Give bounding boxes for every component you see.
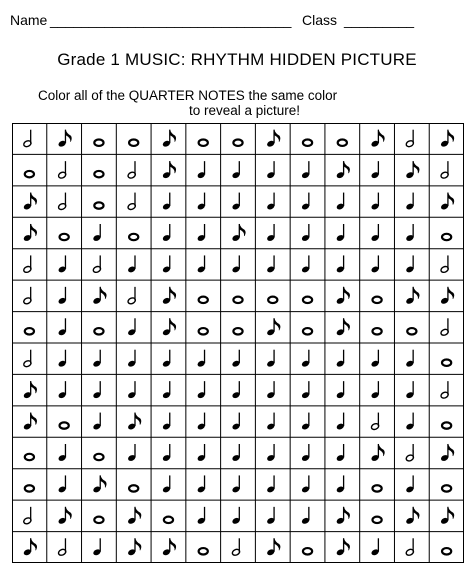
quarter-note-icon	[162, 193, 171, 211]
whole-note-icon	[199, 328, 208, 334]
eighth-note-icon	[23, 224, 37, 242]
half-note-icon	[370, 413, 379, 431]
quarter-note-icon	[301, 255, 310, 273]
whole-note-icon	[199, 140, 208, 146]
quarter-note-icon	[162, 381, 171, 399]
whole-note-icon	[303, 328, 312, 334]
eighth-note-icon	[127, 507, 141, 525]
eighth-note-icon	[127, 413, 141, 431]
eighth-note-icon	[266, 538, 280, 556]
quarter-note-icon	[92, 538, 101, 556]
whole-note-icon	[25, 328, 34, 334]
quarter-note-icon	[370, 350, 379, 368]
quarter-note-icon	[301, 507, 310, 525]
quarter-note-icon	[370, 255, 379, 273]
quarter-note-icon	[92, 224, 101, 242]
half-note-icon	[405, 130, 414, 148]
half-note-icon	[440, 381, 449, 399]
half-note-icon	[23, 130, 32, 148]
whole-note-icon	[442, 548, 451, 554]
quarter-note-icon	[231, 444, 240, 462]
quarter-note-icon	[336, 255, 345, 273]
eighth-note-icon	[370, 444, 384, 462]
quarter-note-icon	[266, 413, 275, 431]
quarter-note-icon	[405, 413, 414, 431]
quarter-note-icon	[405, 350, 414, 368]
whole-note-icon	[303, 297, 312, 303]
quarter-note-icon	[197, 507, 206, 525]
eighth-note-icon	[440, 444, 454, 462]
quarter-note-icon	[231, 161, 240, 179]
quarter-note-icon	[197, 193, 206, 211]
eighth-note-icon	[231, 224, 245, 242]
half-note-icon	[127, 287, 136, 305]
quarter-note-icon	[58, 381, 67, 399]
half-note-icon	[23, 507, 32, 525]
quarter-note-icon	[370, 224, 379, 242]
half-note-icon	[231, 538, 240, 556]
whole-note-icon	[233, 297, 242, 303]
whole-note-icon	[338, 140, 347, 146]
quarter-note-icon	[127, 444, 136, 462]
whole-note-icon	[303, 548, 312, 554]
quarter-note-icon	[231, 193, 240, 211]
whole-note-icon	[94, 454, 103, 460]
class-blank: _________	[344, 12, 415, 28]
quarter-note-icon	[336, 224, 345, 242]
eighth-note-icon	[405, 507, 419, 525]
quarter-note-icon	[197, 444, 206, 462]
instruction-line-1: Color all of the QUARTER NOTES the same color	[38, 88, 338, 103]
eighth-note-icon	[336, 318, 350, 336]
whole-note-icon	[372, 485, 381, 491]
eighth-note-icon	[162, 130, 176, 148]
quarter-note-icon	[266, 381, 275, 399]
quarter-note-icon	[301, 161, 310, 179]
quarter-note-icon	[197, 381, 206, 399]
quarter-note-icon	[266, 475, 275, 493]
quarter-note-icon	[370, 538, 379, 556]
quarter-note-icon	[162, 350, 171, 368]
quarter-note-icon	[301, 413, 310, 431]
eighth-note-icon	[58, 507, 72, 525]
quarter-note-icon	[266, 507, 275, 525]
quarter-note-icon	[162, 444, 171, 462]
eighth-note-icon	[127, 538, 141, 556]
eighth-note-icon	[440, 193, 454, 211]
quarter-note-icon	[92, 381, 101, 399]
quarter-note-icon	[58, 255, 67, 273]
half-note-icon	[92, 255, 101, 273]
instruction-line-2: to reveal a picture!	[189, 103, 301, 118]
whole-note-icon	[372, 297, 381, 303]
name-blank: _______________________________	[50, 12, 292, 28]
quarter-note-icon	[127, 255, 136, 273]
eighth-note-icon	[162, 538, 176, 556]
eighth-note-icon	[440, 287, 454, 305]
quarter-note-icon	[197, 475, 206, 493]
eighth-note-icon	[162, 287, 176, 305]
quarter-note-icon	[301, 350, 310, 368]
quarter-note-icon	[405, 475, 414, 493]
quarter-note-icon	[336, 413, 345, 431]
quarter-note-icon	[231, 507, 240, 525]
quarter-note-icon	[336, 444, 345, 462]
quarter-note-icon	[301, 381, 310, 399]
quarter-note-icon	[301, 193, 310, 211]
eighth-note-icon	[23, 381, 37, 399]
quarter-note-icon	[370, 193, 379, 211]
half-note-icon	[23, 255, 32, 273]
quarter-note-icon	[405, 381, 414, 399]
eighth-note-icon	[162, 318, 176, 336]
eighth-note-icon	[92, 287, 106, 305]
whole-note-icon	[94, 202, 103, 208]
eighth-note-icon	[23, 538, 37, 556]
quarter-note-icon	[231, 413, 240, 431]
whole-note-icon	[94, 140, 103, 146]
quarter-note-icon	[370, 161, 379, 179]
quarter-note-icon	[336, 350, 345, 368]
quarter-note-icon	[197, 224, 206, 242]
quarter-note-icon	[405, 224, 414, 242]
quarter-note-icon	[231, 350, 240, 368]
half-note-icon	[23, 350, 32, 368]
quarter-note-icon	[301, 444, 310, 462]
eighth-note-icon	[440, 507, 454, 525]
quarter-note-icon	[162, 413, 171, 431]
quarter-note-icon	[266, 255, 275, 273]
whole-note-icon	[25, 454, 34, 460]
quarter-note-icon	[58, 444, 67, 462]
whole-note-icon	[303, 140, 312, 146]
quarter-note-icon	[231, 255, 240, 273]
whole-note-icon	[442, 360, 451, 366]
eighth-note-icon	[266, 318, 280, 336]
eighth-note-icon	[440, 130, 454, 148]
whole-note-icon	[442, 422, 451, 428]
whole-note-icon	[233, 140, 242, 146]
eighth-note-icon	[162, 161, 176, 179]
quarter-note-icon	[266, 350, 275, 368]
whole-note-icon	[60, 422, 69, 428]
name-label: Name	[10, 12, 48, 28]
quarter-note-icon	[58, 287, 67, 305]
quarter-note-icon	[162, 255, 171, 273]
quarter-note-icon	[301, 224, 310, 242]
quarter-note-icon	[92, 413, 101, 431]
eighth-note-icon	[58, 130, 72, 148]
half-note-icon	[58, 193, 67, 211]
half-note-icon	[58, 538, 67, 556]
whole-note-icon	[60, 234, 69, 240]
half-note-icon	[440, 318, 449, 336]
eighth-note-icon	[405, 287, 419, 305]
quarter-note-icon	[336, 381, 345, 399]
eighth-note-icon	[336, 287, 350, 305]
quarter-note-icon	[266, 193, 275, 211]
quarter-note-icon	[405, 193, 414, 211]
grid-lines	[12, 123, 464, 563]
eighth-note-icon	[370, 130, 384, 148]
header-line	[10, 12, 470, 34]
quarter-note-icon	[231, 381, 240, 399]
quarter-note-icon	[231, 475, 240, 493]
page-title: Grade 1 MUSIC: RHYTHM HIDDEN PICTURE	[57, 50, 417, 69]
whole-note-icon	[129, 140, 138, 146]
eighth-note-icon	[92, 475, 106, 493]
whole-note-icon	[407, 328, 416, 334]
whole-note-icon	[372, 328, 381, 334]
quarter-note-icon	[58, 318, 67, 336]
quarter-note-icon	[197, 413, 206, 431]
whole-note-icon	[442, 234, 451, 240]
half-note-icon	[405, 538, 414, 556]
quarter-note-icon	[127, 381, 136, 399]
whole-note-icon	[94, 517, 103, 523]
whole-note-icon	[199, 297, 208, 303]
whole-note-icon	[25, 485, 34, 491]
eighth-note-icon	[23, 413, 37, 431]
half-note-icon	[405, 444, 414, 462]
quarter-note-icon	[370, 381, 379, 399]
whole-note-icon	[442, 485, 451, 491]
quarter-note-icon	[197, 350, 206, 368]
half-note-icon	[127, 193, 136, 211]
half-note-icon	[58, 161, 67, 179]
quarter-note-icon	[336, 193, 345, 211]
whole-note-icon	[372, 517, 381, 523]
half-note-icon	[23, 287, 32, 305]
quarter-note-icon	[92, 350, 101, 368]
whole-note-icon	[94, 171, 103, 177]
whole-note-icon	[233, 328, 242, 334]
half-note-icon	[127, 161, 136, 179]
whole-note-icon	[199, 548, 208, 554]
quarter-note-icon	[197, 161, 206, 179]
whole-note-icon	[129, 485, 138, 491]
whole-note-icon	[94, 328, 103, 334]
whole-note-icon	[164, 517, 173, 523]
quarter-note-icon	[405, 255, 414, 273]
eighth-note-icon	[336, 161, 350, 179]
quarter-note-icon	[58, 475, 67, 493]
whole-note-icon	[129, 234, 138, 240]
half-note-icon	[440, 161, 449, 179]
rhythm-grid	[12, 123, 464, 563]
eighth-note-icon	[336, 507, 350, 525]
quarter-note-icon	[127, 318, 136, 336]
quarter-note-icon	[197, 255, 206, 273]
quarter-note-icon	[301, 475, 310, 493]
quarter-note-icon	[162, 224, 171, 242]
class-label: Class	[302, 12, 338, 28]
quarter-note-icon	[58, 350, 67, 368]
quarter-note-icon	[162, 475, 171, 493]
quarter-note-icon	[266, 224, 275, 242]
quarter-note-icon	[266, 444, 275, 462]
quarter-note-icon	[336, 475, 345, 493]
eighth-note-icon	[23, 193, 37, 211]
whole-note-icon	[268, 297, 277, 303]
eighth-note-icon	[266, 130, 280, 148]
whole-note-icon	[25, 171, 34, 177]
quarter-note-icon	[127, 350, 136, 368]
half-note-icon	[440, 255, 449, 273]
eighth-note-icon	[336, 538, 350, 556]
eighth-note-icon	[405, 161, 419, 179]
quarter-note-icon	[266, 161, 275, 179]
